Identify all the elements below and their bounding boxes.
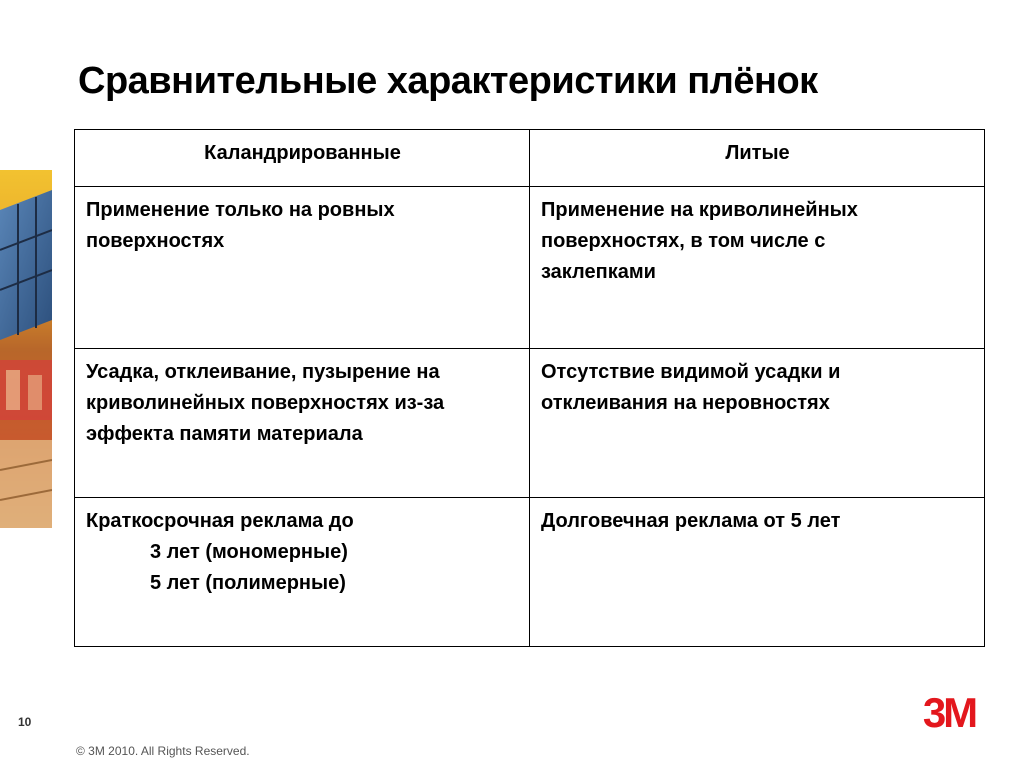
page-title: Сравнительные характеристики плёнок [78,60,818,102]
table-row [75,498,985,647]
cell-line: Применение на криволинейных [541,199,858,221]
cell-line-indented: 3 лет (мономерные) [150,541,348,563]
cell-line: поверхностях, в том числе с [541,230,826,252]
header-calendered: Каландрированные [75,130,530,187]
cell-line: криволинейных поверхностях из-за [86,392,445,414]
cell-calendered-application [75,187,530,349]
3m-logo [911,692,987,732]
cell-line: Усадка, отклеивание, пузырение на [86,361,440,383]
table-row [75,349,985,498]
cell-line: Краткосрочная реклама до [86,510,354,532]
cell-cast-shrinkage [530,349,985,498]
cell-line: Отсутствие видимой усадки и [541,361,841,383]
header-cast: Литые [530,130,985,187]
page-number: 10 [18,715,32,729]
cell-calendered-durability [75,498,530,647]
cell-line: заклепками [541,261,656,283]
cell-line: Применение только на ровных [86,199,395,221]
building-photo [0,170,52,528]
cell-calendered-shrinkage [75,349,530,498]
cell-line: поверхностях [86,230,225,252]
cell-line: Долговечная реклама от 5 лет [541,510,841,532]
cell-line-indented: 5 лет (полимерные) [150,572,346,594]
table-row [75,187,985,349]
cell-line: эффекта памяти материала [86,423,363,445]
table-header-row [75,130,985,187]
cell-cast-durability [530,498,985,647]
comparison-table [74,129,985,647]
cell-line: отклеивания на неровностях [541,392,830,414]
svg-text:3M: 3M [922,692,976,732]
copyright-notice: © 3M 2010. All Rights Reserved. [76,744,250,758]
cell-cast-application [530,187,985,349]
